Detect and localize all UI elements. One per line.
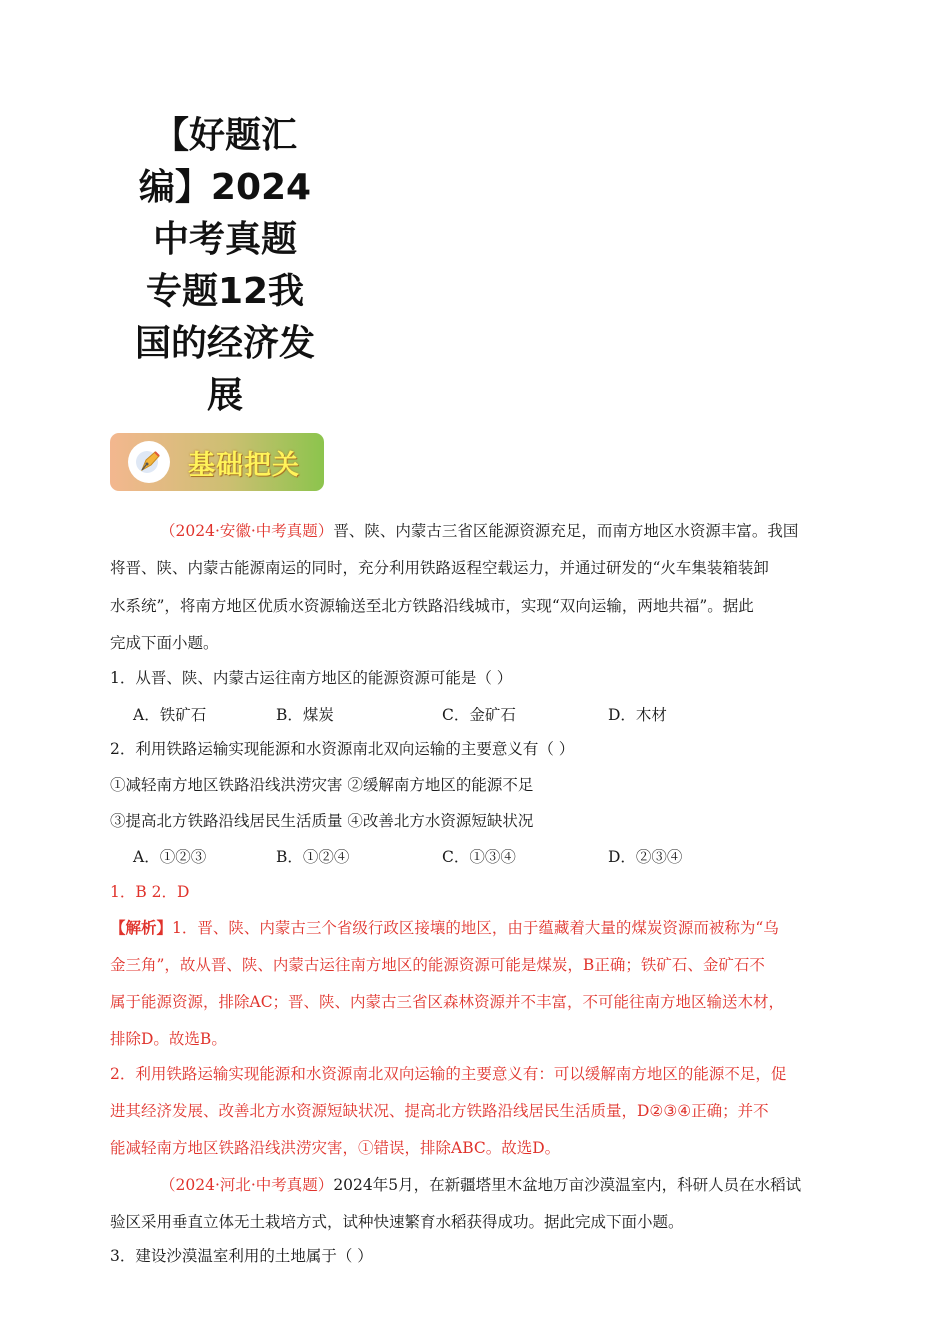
analysis-tag: 【解析】	[110, 918, 173, 937]
q1-option-b: B．煤炭	[276, 706, 334, 724]
analysis-text: 1．晋、陕、内蒙古三个省级行政区接壤的地区，由于蕴藏着大量的煤炭资源而被称为“乌	[172, 919, 779, 937]
passage-2-line: 验区采用垂直立体无土栽培方式，试种快速繁育水稻获得成功。据此完成下面小题。	[110, 1213, 684, 1231]
question-2-items: ①减轻南方地区铁路沿线洪涝灾害 ②缓解南方地区的能源不足	[110, 776, 534, 794]
analysis-line	[110, 916, 779, 938]
analysis-line: 2．利用铁路运输实现能源和水资源南北双向运输的主要意义有：可以缓解南方地区的能源不足，促	[110, 1065, 787, 1083]
passage-1-line: 水系统”，将南方地区优质水资源输送至北方铁路沿线城市，实现“双向运输，两地共福”。据此	[110, 597, 754, 615]
source-tag: （2024·河北·中考真题）	[160, 1176, 334, 1194]
passage-text: 晋、陕、内蒙古三省区能源资源充足，而南方地区水资源丰富。我国	[333, 522, 799, 540]
page-title	[120, 110, 330, 422]
pen-nib-icon	[128, 441, 170, 483]
analysis-line: 能减轻南方地区铁路沿线洪涝灾害，①错误，排除ABC。故选D。	[110, 1139, 561, 1157]
title-line: 编】2024	[138, 167, 312, 208]
q2-option-b: B．①②④	[276, 848, 350, 866]
q2-option-d: D．②③④	[608, 848, 683, 866]
passage-text: 2024年5月，在新疆塔里木盆地万亩沙漠温室内，科研人员在水稻试	[333, 1176, 802, 1194]
analysis-line: 金三角”，故从晋、陕、内蒙古运往南方地区的能源资源可能是煤炭，B正确；铁矿石、金矿石不	[110, 956, 765, 974]
passage-2-line	[160, 1173, 801, 1195]
analysis-line: 排除D。故选B。	[110, 1030, 227, 1048]
analysis-line: 属于能源资源，排除AC；晋、陕、内蒙古三省区森林资源并不丰富，不可能往南方地区输送木材，	[110, 993, 785, 1011]
q1-option-c: C．金矿石	[442, 706, 516, 724]
title-line: 国的经济发	[134, 323, 315, 364]
q1-option-d: D．木材	[608, 706, 667, 724]
title-line: 展	[206, 375, 243, 416]
passage-1-line: 将晋、陕、内蒙古能源南运的同时，充分利用铁路返程空载运力，并通过研发的“火车集装箱装卸	[110, 559, 769, 577]
q2-option-a: A．①②③	[133, 848, 207, 866]
q1-option-a: A．铁矿石	[133, 706, 207, 724]
title-line: 中考真题	[152, 219, 297, 260]
source-tag: （2024·安徽·中考真题）	[160, 522, 334, 540]
section-badge	[110, 433, 324, 491]
question-1-stem: 1．从晋、陕、内蒙古运往南方地区的能源资源可能是（ ）	[110, 669, 513, 687]
analysis-line: 进其经济发展、改善北方水资源短缺状况、提高北方铁路沿线居民生活质量，D②③④正确；并不	[110, 1102, 769, 1120]
answer-key: 1．B 2．D	[110, 883, 190, 901]
question-2-items: ③提高北方铁路沿线居民生活质量 ④改善北方水资源短缺状况	[110, 812, 534, 830]
title-line: 【好题汇	[152, 115, 297, 156]
passage-1-line	[160, 519, 798, 541]
question-2-stem: 2．利用铁路运输实现能源和水资源南北双向运输的主要意义有（ ）	[110, 740, 575, 758]
q2-option-c: C．①③④	[442, 848, 516, 866]
question-3-stem: 3．建设沙漠温室利用的土地属于（ ）	[110, 1247, 373, 1265]
section-badge-label: 基础把关	[188, 450, 300, 481]
title-line: 专题12我	[145, 271, 305, 312]
passage-1-line: 完成下面小题。	[110, 634, 219, 652]
